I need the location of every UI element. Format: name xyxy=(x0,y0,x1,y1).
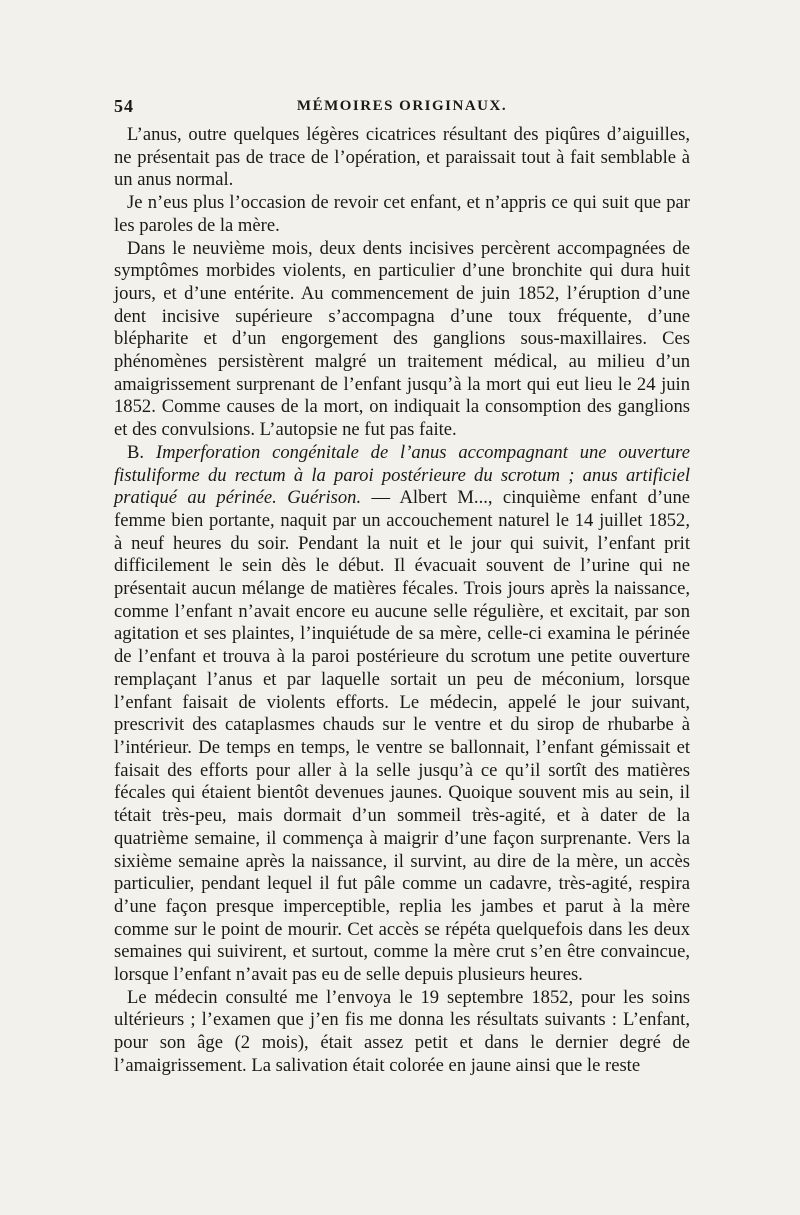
paragraph-consultation: Le médecin consulté me l’envoya le 19 septembre 1852, pour les soins ultérieurs ; l’examen que j’en fis me donna les résultats suivants : L’enfant, pour son âge (2 mois), était assez petit et dans le dernier degré de l’amaigrissement. La salivation était colorée en jaune ainsi que le reste xyxy=(114,986,690,1076)
paragraph-ninth-month: Dans le neuvième mois, deux dents incisives percèrent accompagnées de symptômes morbides violents, en particulier d’une bronchite qui dura huit jours, et d’une entérite. Au commencement de juin 1852, l’éruption d’une dent incisive supérieure s’accompagna d’une toux fréquente, d’une blépharite et d’un engorgement des ganglions sous-maxillaires. Ces phénomènes persistèrent malgré un traitement médical, au milieu d’un amaigrissement surprenant de l’enfant jusqu’à la mort qui eut lieu le 24 juin 1852. Comme causes de la mort, on indiquait la consomption des ganglions et des convulsions. L’autopsie ne fut pas faite. xyxy=(114,237,690,441)
paragraph-anus-description: L’anus, outre quelques légères cicatrices résultant des piqûres d’aiguilles, ne présentait pas de trace de l’opération, et paraissait tout à fait semblable à un anus normal. xyxy=(114,124,690,191)
book-page xyxy=(114,96,690,1078)
running-title: MÉMOIRES ORIGINAUX. xyxy=(296,98,508,114)
case-b-title: Imperforation congénitale de l’anus accompagnant une ouverture fistuliforme du rectum à la paroi postérieure du scrotum ; anus artificiel pratiqué au périnée. Guérison. xyxy=(114,441,690,509)
body-text xyxy=(114,124,690,1078)
paragraph-case-b xyxy=(114,442,690,987)
case-b-label: B. xyxy=(127,441,145,463)
paragraph-mother-account: Je n’eus plus l’occasion de revoir cet enfant, et n’appris ce qui suit que par les paroles de la mère. xyxy=(114,192,690,236)
page-number: 54 xyxy=(114,96,134,116)
case-b-text: — Albert M..., cinquième enfant d’une femme bien portante, naquit par un accouchement naturel le 14 juillet 1852, à neuf heures du soir. Pendant la nuit et le jour qui suivit, l’enfant prit difficilement le sein dès le début. Il évacuait souvent de l’urine qui ne présentait aucun mélange de matières fécales. Trois jours après la naissance, comme l’enfant n’avait encore eu aucune selle régulière, et excitait, par son agitation et ses plaintes, l’inquiétude de sa mère, celle-ci examina le périnée de l’enfant et trouva à la paroi postérieure du scrotum une petite ouverture remplaçant l’anus et par laquelle sortait un peu de méconium, lorsque l’enfant faisait de violents efforts. Le médecin, appelé le jour suivant, prescrivit des cataplasmes chauds sur le ventre et du sirop de rhubarbe à l’intérieur. De temps en temps, le ventre se ballonnait, l’enfant gémissait et faisait des efforts pour aller à la selle jusqu’à ce qu’il sortît des matières fécales qui étaient bientôt devenues jaunes. Quoique souvent mis au sein, il tétait très-peu, mais dormait d’un sommeil très-agité, et à dater de la quatrième semaine, il commença à maigrir d’une façon surprenante. Vers la sixième semaine après la naissance, il survint, au dire de la mère, un accès particulier, pendant lequel il fut pâle comme un cadavre, très-agité, respira d’une façon presque imperceptible, replia les jambes et parut à la mère comme sur le point de mourir. Cet accès se répéta quelquefois dans les deux semaines qui suivirent, et surtout, comme la mère crut s’en être convaincue, lorsque l’enfant n’avait pas eu de selle depuis plusieurs heures. xyxy=(114,487,690,986)
page-header xyxy=(114,96,690,124)
